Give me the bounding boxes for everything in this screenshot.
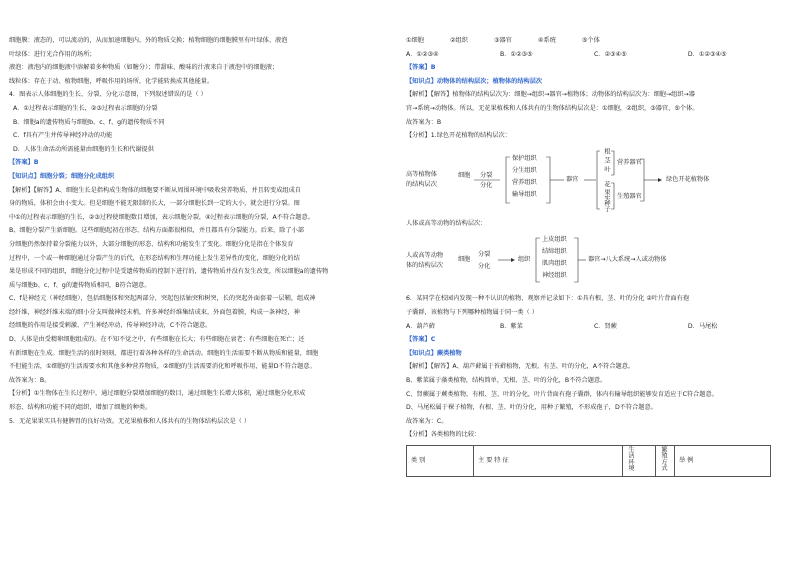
table-header-cell: 类 别 bbox=[407, 445, 474, 476]
right-column bbox=[406, 34, 781, 477]
option-item: ①细胞 bbox=[406, 37, 424, 44]
tissue-item: 结缔组织 bbox=[542, 248, 567, 256]
answer-label: 【答案】C bbox=[406, 336, 436, 344]
diagram-arrow-label: 分化 bbox=[478, 263, 491, 271]
choice-b: B．细胞a的遗传物质与细胞b、c、f、g的遗传物质不同 bbox=[13, 118, 165, 126]
table-header-row bbox=[407, 445, 771, 476]
analysis-line: 分细胞仍然保持着分裂能力以外，大部分细胞的形态、结构和功能发生了变化。细胞分化是指在个体发育 bbox=[9, 240, 294, 248]
left-column bbox=[9, 34, 379, 428]
choice-a: A．①过程表示细胞的生长，②③过程表示细胞的分裂 bbox=[13, 104, 158, 112]
summary-line: 【分析】1.绿色开花植物的结构层次： bbox=[406, 132, 511, 140]
analysis-line: B、紫菜属于藻类植物，结构简单，无根、茎、叶的分化，B不符合题意。 bbox=[406, 376, 607, 384]
plant-structure-diagram bbox=[406, 145, 781, 215]
diagram-arrow-label: 分化 bbox=[480, 181, 493, 189]
organ-item: 茎 bbox=[603, 156, 610, 163]
choice-item: A．葫芦藓 bbox=[406, 322, 435, 330]
table-header-cell: 主 要 特 征 bbox=[474, 445, 623, 476]
choice-d: D．人体生命活动所需能量由细胞的生长和代谢提供 bbox=[13, 145, 154, 153]
tissue-item: 分生组织 bbox=[512, 166, 537, 174]
choice-item: B．①②③⑤ bbox=[499, 50, 533, 58]
choice-item: A．①②③④ bbox=[406, 50, 439, 58]
summary-line: 形态、结构和功能不同的组织，增加了细胞的种类。 bbox=[9, 404, 152, 412]
knowledge-point: 【知识点】蕨类植物 bbox=[406, 349, 462, 357]
animal-structure-title: 人体或高等动物的结构层次： bbox=[406, 219, 487, 227]
analysis-line: C、f是神经元（神经细胞），包括细胞体和突起两部分，突起包括轴突和树突，长的突起外面套着一层鞘，组成神 bbox=[9, 295, 316, 303]
summary-line: 【分析】①生物体在生长过程中，通过细胞分裂增加细胞的数目，通过细胞生长增大体积，通过细胞分化形成 bbox=[9, 390, 306, 398]
text-line: 叶绿体：进行光合作用的场所； bbox=[9, 50, 96, 58]
analysis-line: D、马尾松属于裸子植物，有根、茎、叶的分化，用种子繁殖，不形成孢子，D不符合题意。 bbox=[406, 404, 657, 412]
organ-item: 花 bbox=[603, 180, 610, 187]
table-header-text: 生活环境 bbox=[627, 445, 634, 471]
knowledge-point: 【知识点】细胞分裂；细胞分化成组织 bbox=[9, 172, 115, 180]
question-5: 5．无花果果实具有健脾胃的良好功效。无花果植株和人体共有的生物体结构层次是（ ） bbox=[9, 417, 251, 425]
text-line: 线粒体：存在于动、植物细胞，呼吸作用的场所，化学能转换成其他能量。 bbox=[9, 77, 214, 85]
answer-conclusion: 故答案为：C。 bbox=[406, 417, 448, 425]
q5-choices bbox=[406, 48, 781, 62]
diagram-node: 细胞 bbox=[458, 171, 471, 179]
choice-item: C．肾蕨 bbox=[593, 322, 617, 330]
tissue-item: 神经组织 bbox=[542, 272, 567, 280]
organ-item: 叶 bbox=[603, 165, 610, 172]
organ-item: 根 bbox=[603, 147, 610, 154]
answer-label: 【答案】B bbox=[406, 64, 436, 72]
diagram-label: 的结构层次 bbox=[406, 180, 437, 188]
choice-item: D．①②③④⑤ bbox=[687, 50, 727, 58]
choice-item: C．②③④⑤ bbox=[593, 50, 627, 58]
option-item: ③器官 bbox=[493, 37, 512, 44]
organ-group: 营养器官 bbox=[617, 158, 642, 166]
answer-conclusion: 故答案为：B bbox=[406, 118, 442, 126]
tissue-item: 肌肉组织 bbox=[542, 260, 567, 268]
diagram-label: 人或高等动物 bbox=[406, 252, 444, 260]
analysis-line: 【解析】【解答】A、葫芦藓属于苔藓植物，无根，有茎、叶的分化，A不符合题意。 bbox=[406, 363, 635, 371]
q5-options bbox=[406, 34, 781, 48]
analysis-line: 【解析】【解答】A、细胞生长是指构成生物体的细胞要不断从周围环境中吸收营养物质，并且转变成组成自 bbox=[9, 186, 301, 194]
organ-item: 种子 bbox=[603, 199, 610, 213]
analysis-line: 果是形成不同的组织，细胞分化过程中是受遗传物质的控制下进行的，遗传物质并没有发生改变，所以细胞a的遗传物 bbox=[9, 268, 329, 276]
diagram-label: 体的结构层次 bbox=[406, 262, 444, 270]
q6-choices bbox=[406, 320, 781, 334]
diagram-node: 细胞 bbox=[458, 256, 471, 264]
tissue-item: 保护组织 bbox=[512, 154, 537, 162]
answer-conclusion: 故答案为：B。 bbox=[9, 376, 51, 384]
analysis-line: 官→系统→动物体。所以，无花果植株和人体共有的生物体结构层次是：①细胞，②组织，③器官，⑤个体。 bbox=[406, 104, 699, 112]
diagram-arrow-label: 分裂 bbox=[480, 171, 493, 179]
analysis-line: D、人体是由受精卵细胞组成的。在不知不觉之中，有些细胞在长大；有些细胞在衰老；有些细胞在死亡；还 bbox=[9, 336, 305, 344]
plant-comparison-table bbox=[406, 445, 771, 477]
diagram-node: 器官 bbox=[566, 175, 579, 183]
organ-group: 生殖器官 bbox=[617, 192, 642, 200]
analysis-line: 【解析】【解答】植物体的结构层次为：细胞→组织→器官→植物体；动物体的结构层次为：细胞→组织→器 bbox=[406, 91, 695, 99]
organ-item: 果实 bbox=[603, 188, 610, 202]
tissue-item: 输导组织 bbox=[512, 190, 537, 198]
table-header-text: 繁殖方式 bbox=[660, 445, 667, 471]
question-4: 4．图表示人体细胞的生长、分裂、分化示意图，下列叙述错误的是（ ） bbox=[9, 91, 207, 99]
analysis-line: 经细胞的作用是接受刺激、产生神经冲动，传导神经冲动，C不符合题意。 bbox=[9, 322, 212, 330]
analysis-line: 经纤维，神经纤维末端的细小分支叫做神经末梢，许多神经纤维集结成束，外面包着膜，构成一条神经，神 bbox=[9, 308, 300, 316]
animal-structure-diagram bbox=[406, 230, 781, 292]
table-header-cell bbox=[623, 445, 656, 476]
analysis-line: 有新细胞在生成。细胞生活的很时刻刻，都进行着各种各样的生命活动。细胞的生活需要不断从物质和能量，细胞 bbox=[9, 349, 319, 357]
diagram-result: 绿色开花植物体 bbox=[666, 175, 710, 183]
tissue-item: 上皮组织 bbox=[542, 236, 567, 244]
question-6: 子囊群，该植物与下列哪种植物属于同一类（ ） bbox=[406, 308, 538, 316]
choice-item: D．马尾松 bbox=[687, 322, 718, 330]
diagram-arrow-label: 分裂 bbox=[478, 251, 491, 259]
question-6: 6．某同学在校园内发现一种不认识的植物，观察并记录如下：①具有根、茎、叶的分化 ②叶片背面有孢 bbox=[406, 295, 690, 303]
knowledge-point: 【知识点】动物体的结构层次；植物体的结构层次 bbox=[406, 77, 543, 85]
option-item: ②组织 bbox=[449, 37, 468, 44]
analysis-line: C、肾蕨属于蕨类植物，有根、茎、叶的分化，叶片背面有孢子囊群，体内有输导组织能够发育适应于C符合题意。 bbox=[406, 390, 718, 398]
analysis-line: 不但能生活，①细胞的生活需要水和其他多种营养物质，②细胞的生活需要消化和呼吸作用，能量D不符合题意。 bbox=[9, 363, 316, 371]
analysis-line: B、细胞分裂产生新细胞。这些细胞起初在形态、结构方面都很相似，并且都具有分裂能力。后来，除了小部 bbox=[9, 227, 305, 235]
analysis-line: 过程中，一个或一种细胞通过分裂产生的后代，在形态结构和生理功能上发生差异性的变化，细胞分化的结 bbox=[9, 254, 300, 262]
analysis-line: 中①的过程表示细胞的生长，②③过程使细胞数目增加，表示细胞分裂，④过程表示细胞的分裂，A不符合题意。 bbox=[9, 213, 314, 221]
option-item: ⑤个体 bbox=[581, 37, 600, 44]
answer-label: 【答案】B bbox=[9, 159, 39, 167]
summary-line: 【分析】各类植物的比较： bbox=[406, 431, 481, 439]
choice-c: C．f具有产生并传导神经冲动的功能 bbox=[13, 132, 113, 140]
text-line: 细胞膜：液态的，可以流动的，从而加速细胞内、外的物质交换；植物细胞的细胞膜里有叶绿体、液泡 bbox=[9, 37, 288, 44]
analysis-line: 身的物质，体积会由小变大。但是细胞不能无限制的长大，一部分细胞长到一定的大小，就会进行分裂。图 bbox=[9, 200, 300, 208]
diagram-node: 组织 bbox=[518, 256, 531, 264]
option-item: ④系统 bbox=[537, 37, 556, 44]
diagram-label: 高等植物体 bbox=[406, 170, 437, 178]
table-header-cell bbox=[656, 445, 675, 476]
text-line: 液泡：液泡内的细胞液中溶解着多种物质（如糖分）；带甜味、酸味的汁液来自于液泡中的细胞液； bbox=[9, 64, 279, 72]
tissue-item: 营养组织 bbox=[512, 178, 537, 186]
table-header-cell: 举 例 bbox=[675, 445, 771, 476]
diagram-chain: 器官→八大系统→人或动物体 bbox=[588, 256, 667, 264]
analysis-line: 质与细胞b、c、f、g的遗传物质相同，B符合题意。 bbox=[9, 281, 151, 289]
choice-item: B．紫菜 bbox=[499, 322, 523, 330]
diagram-lines bbox=[406, 145, 776, 215]
